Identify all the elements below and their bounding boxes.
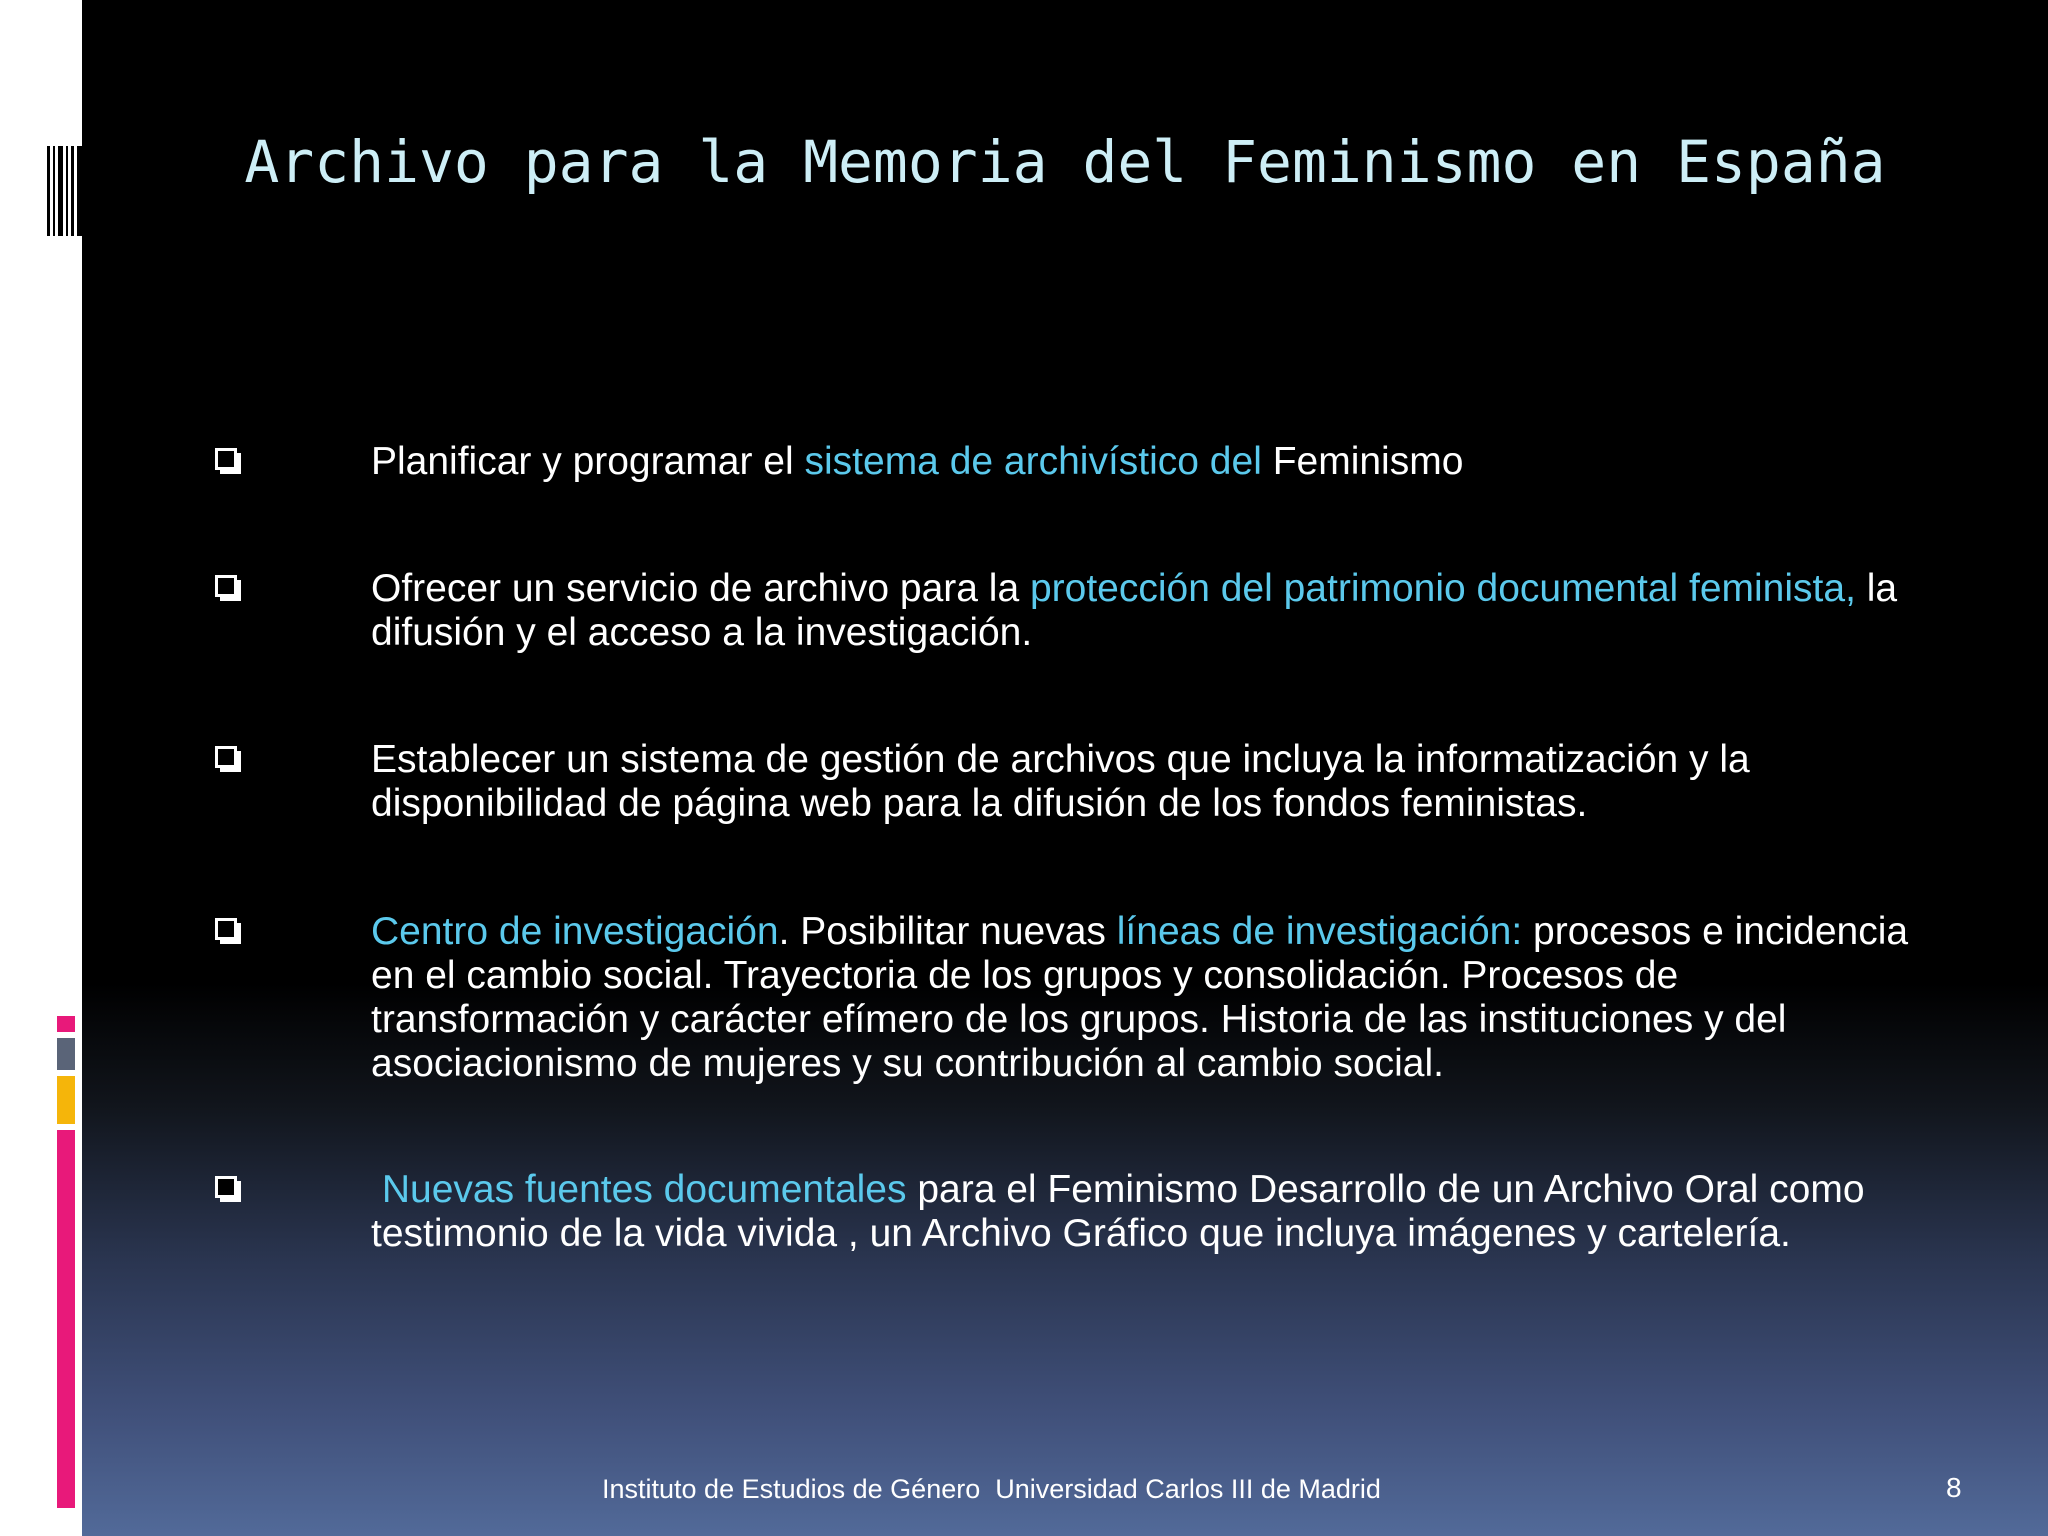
bullet-text — [371, 440, 1931, 484]
slide-number: 8 — [1946, 1472, 1962, 1503]
bullet-text-segment: Establecer un sistema de gestión de archivos que incluya la informatización y la disponibilidad de página web para la difusión de los fondos feministas. — [371, 738, 1750, 825]
slide-title: Archivo para la Memoria del Feminismo en España — [244, 128, 1886, 196]
bullet-text — [371, 738, 1931, 826]
checkbox-square-icon — [215, 575, 242, 602]
checkbox-square-icon — [215, 448, 242, 475]
bullet-item — [215, 1168, 1895, 1262]
bullet-item — [215, 567, 1898, 661]
bullet-text — [371, 567, 1931, 655]
bullet-text-highlight: sistema de archivístico del — [804, 440, 1273, 483]
bullet-text-highlight: líneas de investigación: — [1116, 910, 1523, 953]
accent-bar-gray — [57, 1038, 75, 1070]
bullet-item — [215, 440, 1895, 490]
main-panel — [82, 0, 2048, 1536]
accent-bar-yellow — [57, 1076, 75, 1124]
footer-institution: Instituto de Estudios de Género Universidad Carlos III de Madrid — [602, 1474, 1381, 1504]
bullet-item — [215, 910, 1909, 1090]
left-decor-strip — [0, 0, 82, 1536]
checkbox-square-icon — [215, 918, 242, 945]
accent-bar-pink-long — [57, 1130, 75, 1508]
bullet-text-highlight: protección del patrimonio documental feminista, — [1029, 567, 1856, 610]
bullet-text — [371, 1168, 1931, 1256]
bullet-text-highlight: Nuevas fuentes documentales — [371, 1168, 907, 1211]
bullet-text-segment: . Posibilitar nuevas — [778, 910, 1117, 953]
barcode-stripes-decor — [47, 146, 83, 236]
bullet-text-segment: la difusión y el acceso a la investigación. — [371, 567, 1898, 654]
checkbox-square-icon — [215, 1176, 242, 1203]
bullet-text-highlight: Centro de investigación — [371, 910, 779, 953]
bullet-text-segment: procesos e incidencia en el cambio social. Trayectoria de los grupos y consolidación. Procesos de transformación y carácter efímero de los grupos. Historia de las instituciones y del asociacionismo de mujeres y su contribución al cambio social. — [371, 910, 1909, 1085]
bullet-item — [215, 738, 1895, 832]
bullet-text-segment: Planificar y programar el — [371, 440, 805, 483]
bullet-text — [371, 910, 1931, 1086]
checkbox-square-icon — [215, 746, 242, 773]
bullet-text-segment: para el Feminismo Desarrollo de un Archivo Oral como testimonio de la vida vivida , un Archivo Gráfico que incluya imágenes y cartelería. — [371, 1168, 1865, 1255]
bullet-text-segment: Feminismo — [1272, 440, 1464, 483]
accent-bar-pink-top — [57, 1016, 75, 1032]
bullet-text-segment: Ofrecer un servicio de archivo para la — [371, 567, 1030, 610]
